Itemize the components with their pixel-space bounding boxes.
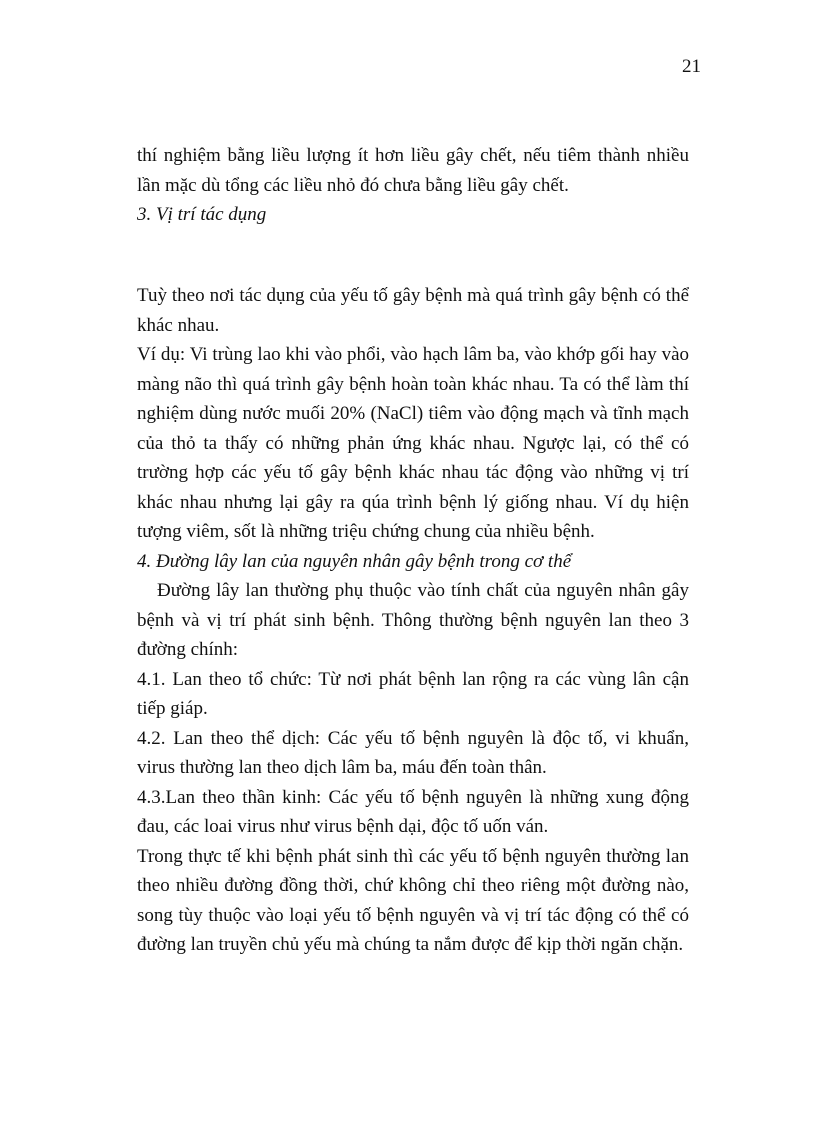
section-heading-4: 4. Đường lây lan của nguyên nhân gây bệnh trong cơ thể xyxy=(137,550,572,572)
page-number: 21 xyxy=(682,56,701,77)
text-block-main xyxy=(137,281,689,960)
list-item-4-1: 4.1. Lan theo tổ chức: Từ nơi phát bệnh lan rộng ra các vùng lân cận tiếp giáp. xyxy=(137,668,689,719)
list-item-4-2: 4.2. Lan theo thể dịch: Các yếu tố bệnh nguyên là độc tố, vi khuẩn, virus thường lan theo dịch lâm ba, máu đến toàn thân. xyxy=(137,727,689,778)
paragraph-conclusion: Trong thực tế khi bệnh phát sinh thì các yếu tố bệnh nguyên thường lan theo nhiều đường đồng thời, chứ không chỉ theo riêng một đường nào, song tùy thuộc vào loại yếu tố bệnh nguyên và vị trí tác động có thể có đường lan truyền chủ yếu mà chúng ta nắm được để kịp thời ngăn chặn. xyxy=(137,845,689,955)
paragraph-routes: Đường lây lan thường phụ thuộc vào tính chất của nguyên nhân gây bệnh và vị trí phát sinh bệnh. Thông thường bệnh nguyên lan theo 3 đường chính: xyxy=(137,580,689,660)
paragraph-example: Ví dụ: Vi trùng lao khi vào phổi, vào hạch lâm ba, vào khớp gối hay vào màng não thì quá trình gây bệnh hoàn toàn khác nhau. Ta có thể làm thí nghiệm dùng nước muối 20% (NaCl) tiêm vào động mạch và tĩnh mạch của thỏ ta thấy có những phản ứng khác nhau. Ngược lại, có thể có trường hợp các yếu tố gây bệnh khác nhau tác động vào những vị trí khác nhau nhưng lại gây ra qúa trình bệnh lý giống nhau. Ví dụ hiện tượng viêm, sốt là những triệu chứng chung của nhiều bệnh. xyxy=(137,344,689,542)
section-heading-3: 3. Vị trí tác dụng xyxy=(137,204,267,225)
paragraph-lethal-dose: thí nghiệm bằng liều lượng ít hơn liều gây chết, nếu tiêm thành nhiều lần mặc dù tổng các liều nhỏ đó chưa bằng liều gây chết. xyxy=(137,145,689,196)
text-block-top xyxy=(137,141,689,230)
list-item-4-3: 4.3.Lan theo thần kinh: Các yếu tố bệnh nguyên là những xung động đau, các loai virus như virus bệnh dại, độc tố uốn ván. xyxy=(137,786,689,837)
paragraph-intro: Tuỳ theo nơi tác dụng của yếu tố gây bệnh mà quá trình gây bệnh có thể khác nhau. xyxy=(137,285,689,336)
